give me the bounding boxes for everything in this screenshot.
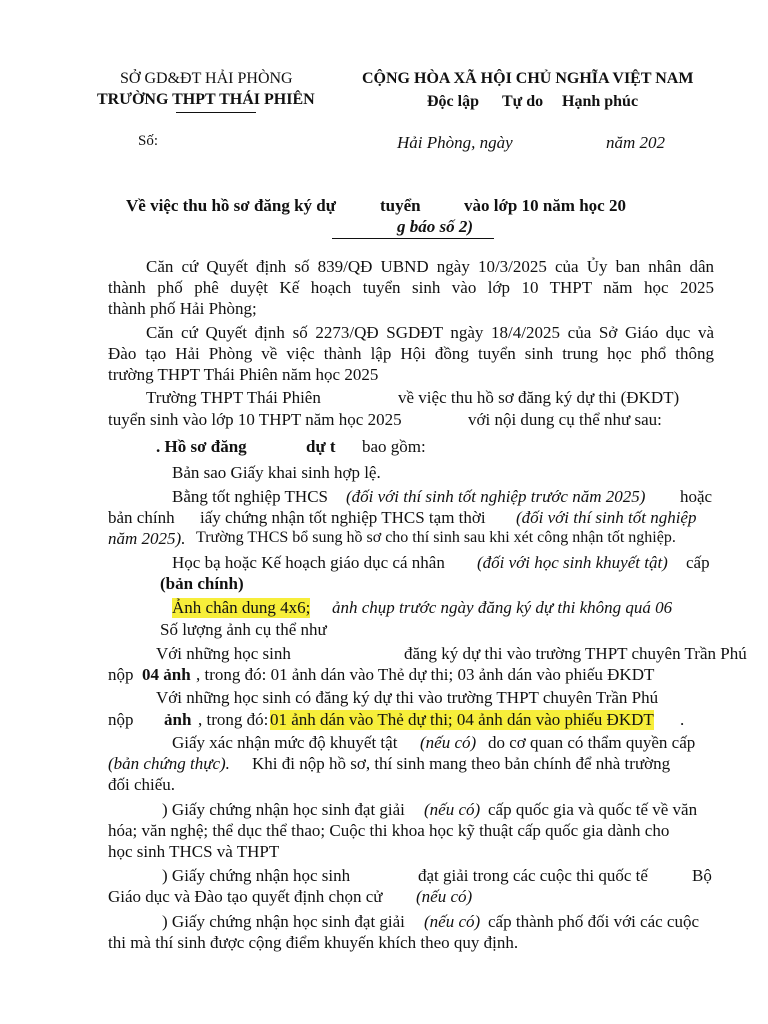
department-name: SỞ GD&ĐT HẢI PHÒNG (120, 70, 293, 87)
item-disability-d: (bản chứng thực). (108, 754, 230, 773)
section-heading-a: . Hồ sơ đăng (156, 437, 247, 456)
item-record-b: (đối với học sinh khuyết tật) (477, 553, 668, 572)
paragraph-legal-basis-1: Căn cứ Quyết định số 839/QĐ UBND ngày 10/3/2025 của Ủy ban nhân dân thành phố phê duyệt Kế hoạch tuyển sinh vào lớp 10 THPT năm học 2025 thành phố Hải Phòng; (108, 257, 714, 318)
item-diploma-h: Trường THCS bổ sung hồ sơ cho thí sinh sau khi xét công nhận tốt nghiệp. (196, 529, 676, 546)
item-award-international-e: (nếu có) (416, 887, 473, 906)
item-record-c: cấp (686, 553, 710, 572)
item-award-city-c: cấp thành phố đối với các cuộc (488, 912, 700, 931)
item-award-international-a: ) Giấy chứng nhận học sinh (162, 866, 351, 885)
place-date: Hải Phòng, ngày (397, 133, 513, 152)
item-diploma-f: (đối với thí sinh tốt nghiệp (516, 508, 697, 527)
title-part-1: Về việc thu hồ sơ đăng ký dự (126, 196, 336, 215)
paragraph-announcement-b: về việc thu hồ sơ đăng ký dự thi (ĐKDT) (398, 388, 680, 407)
title-part-3: vào lớp 10 năm học 20 (464, 196, 626, 215)
item-diploma-a: Bằng tốt nghiệp THCS (172, 487, 328, 506)
item-award-national-b: (nếu có) (424, 800, 481, 819)
motto-independence: Độc lập (427, 93, 479, 110)
item-photo-count-a: Với những học sinh (156, 644, 291, 663)
item-photo-count2-b: nộp (108, 710, 134, 729)
item-disability-f: đối chiếu. (108, 775, 176, 794)
item-award-city-b: (nếu có) (424, 912, 481, 931)
section-heading-b: dự t (306, 437, 336, 456)
item-photo-count2-d: , trong đó: (198, 710, 269, 729)
item-photo-b: ảnh chụp trước ngày đăng ký dự thi không quá 06 (332, 598, 673, 617)
item-photo-count-b: đăng ký dự thi vào trường THPT chuyên Trần Phú (404, 644, 747, 663)
item-award-city-d: thi mà thí sinh được cộng điểm khuyến khích theo quy định. (108, 933, 519, 952)
item-photo-count2-f: . (680, 710, 685, 729)
item-award-national-d: hóa; văn nghệ; thể dục thể thao; Cuộc thi khoa học kỹ thuật cấp quốc gia dành cho (108, 821, 670, 840)
item-award-national-c: cấp quốc gia và quốc tế về văn (488, 800, 698, 819)
item-photo-count-c: nộp (108, 665, 134, 684)
document-number-label: Số: (138, 133, 159, 149)
section-heading-c: bao gồm: (362, 437, 426, 456)
item-disability-c: do cơ quan có thẩm quyền cấp (488, 733, 696, 752)
item-award-city-a: ) Giấy chứng nhận học sinh đạt giải (162, 912, 405, 931)
item-photo-a: Ảnh chân dung 4x6; (172, 598, 311, 617)
motto-freedom: Tự do (502, 93, 544, 110)
item-photo-count-e: , trong đó: 01 ảnh dán vào Thẻ dự thi; 03 ảnh dán vào phiếu ĐKDT (196, 665, 655, 684)
item-disability-b: (nếu có) (420, 733, 477, 752)
item-award-international-c: Bộ (692, 866, 712, 885)
item-disability-a: Giấy xác nhận mức độ khuyết tật (172, 733, 398, 752)
item-diploma-e: iấy chứng nhận tốt nghiệp THCS tạm thời (200, 508, 486, 527)
item-diploma-g: năm 2025). (108, 529, 186, 548)
item-photo-c: Số lượng ảnh cụ thể như (160, 620, 327, 639)
paragraph-announcement-c: tuyển sinh vào lớp 10 THPT năm học 2025 (108, 410, 402, 429)
motto-happiness: Hạnh phúc (562, 93, 639, 110)
title-part-2: tuyển (380, 196, 421, 215)
school-name-underline (176, 112, 256, 113)
item-diploma-c: hoặc (680, 487, 713, 506)
item-record-d: (bản chính) (160, 574, 244, 593)
nation-name: CỘNG HÒA XÃ HỘI CHỦ NGHĨA VIỆT NAM (362, 70, 694, 87)
paragraph-announcement-d: với nội dung cụ thể như sau: (468, 410, 662, 429)
date-year: năm 202 (606, 133, 666, 152)
item-photo-count-d: 04 ảnh (142, 665, 191, 684)
item-photo-count2-a: Với những học sinh có đăng ký dự thi vào trường THPT chuyên Trần Phú (156, 688, 659, 707)
title-subtitle: g báo số 2) (397, 217, 474, 236)
item-photo-count2-c: ảnh (164, 710, 192, 729)
item-award-international-d: Giáo dục và Đào tạo quyết định chọn cử (108, 887, 383, 906)
item-record-a: Học bạ hoặc Kế hoạch giáo dục cá nhân (172, 553, 445, 572)
item-disability-e: Khi đi nộp hồ sơ, thí sinh mang theo bản chính để nhà trường (252, 754, 671, 773)
paragraph-announcement-a: Trường THPT Thái Phiên (146, 388, 321, 407)
paragraph-legal-basis-2: Căn cứ Quyết định số 2273/QĐ SGDĐT ngày 18/4/2025 của Sở Giáo dục và Đào tạo Hải Phòng về việc thành lập Hội đồng tuyển sinh trung học phổ thông trường THPT Thái Phiên năm học 2025 (108, 323, 714, 384)
item-diploma-d: bản chính (108, 508, 175, 527)
item-award-national-e: học sinh THCS và THPT (108, 842, 280, 861)
title-underline (332, 238, 494, 239)
item-photo-count2-e: 01 ảnh dán vào Thẻ dự thi; 04 ảnh dán vào phiếu ĐKDT (270, 710, 654, 729)
item-birth-certificate: Bản sao Giấy khai sinh hợp lệ. (172, 463, 381, 482)
school-name: TRƯỜNG THPT THÁI PHIÊN (97, 91, 315, 108)
item-diploma-b: (đối với thí sinh tốt nghiệp trước năm 2025) (346, 487, 646, 506)
item-award-national-a: ) Giấy chứng nhận học sinh đạt giải (162, 800, 405, 819)
item-award-international-b: đạt giải trong các cuộc thi quốc tế (418, 866, 648, 885)
